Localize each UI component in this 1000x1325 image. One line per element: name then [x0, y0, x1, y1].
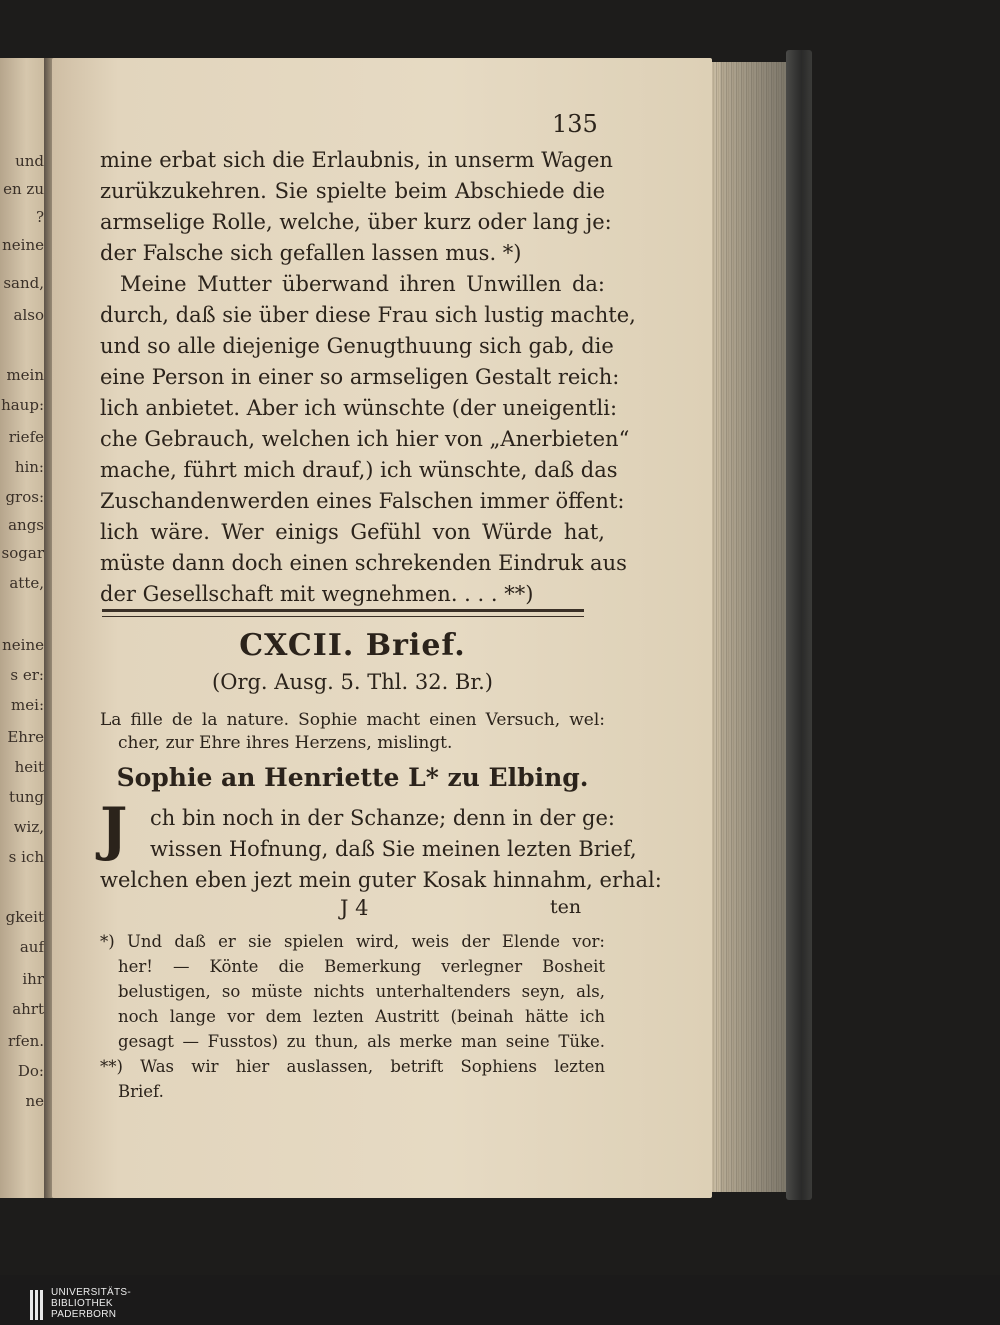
- footnote-line: *) Und daß er sie spielen wird, weis der Elende vor:: [100, 932, 605, 951]
- left-page-fragment: sogar: [1, 544, 44, 562]
- text-line: mine erbat sich die Erlaubnis, in unserm Wagen: [100, 148, 613, 172]
- left-page-fragment: atte,: [9, 574, 44, 592]
- text-line: und so alle diejenige Genugthuung sich gab, die: [100, 334, 614, 358]
- left-page-fragment: mei:: [11, 696, 44, 714]
- text-line: ch bin noch in der Schanze; denn in der ge:: [150, 806, 615, 830]
- footnote-line: her! — Könte die Bemerkung verlegner Bosheit: [118, 957, 605, 976]
- left-page-fragment: tung: [9, 788, 44, 806]
- page-edges: [700, 62, 794, 1192]
- left-page-fragment: haup:: [1, 396, 44, 414]
- text-line: der Gesellschaft mit wegnehmen. . . . **): [100, 582, 534, 606]
- left-page-fragment: rfen.: [7, 1032, 44, 1050]
- summary-line: La fille de la nature. Sophie macht einen Versuch, wel:: [100, 710, 605, 730]
- footer-bar: [0, 1275, 1000, 1325]
- left-page-fragment: auf: [19, 938, 44, 956]
- footnote-line: noch lange vor dem lezten Austritt (beinah hätte ich: [118, 1007, 605, 1026]
- left-page-fragment: riefe: [8, 428, 44, 446]
- left-page-fragment: ?: [35, 208, 44, 226]
- left-page-fragment: angs: [8, 516, 44, 534]
- book-cover: [786, 50, 812, 1200]
- library-name-line: UNIVERSITÄTS-: [51, 1287, 132, 1298]
- page-number: 135: [552, 110, 598, 138]
- left-page-fragment: ne: [25, 1092, 44, 1110]
- left-page-fragment: gros:: [5, 488, 44, 506]
- left-page-fragment: also: [13, 306, 44, 324]
- left-page-fragment: s ich: [8, 848, 44, 866]
- text-line: armselige Rolle, welche, über kurz oder lang je:: [100, 210, 612, 234]
- left-page-fragment: neine: [2, 236, 44, 254]
- library-name-line: BIBLIOTHEK: [51, 1298, 113, 1309]
- footnote-line: belustigen, so müste nichts unterhaltenders seyn, als,: [118, 982, 605, 1001]
- text-line: eine Person in einer so armseligen Gestalt reich:: [100, 365, 620, 389]
- text-line: lich anbietet. Aber ich wünschte (der uneigentli:: [100, 396, 618, 420]
- left-page-fragment: Ehre: [7, 728, 44, 746]
- left-page-fragment: ahrt: [12, 1000, 44, 1018]
- left-page-fragment: mein: [6, 366, 44, 384]
- section-divider: [102, 609, 584, 617]
- library-logo-icon: [30, 1290, 46, 1320]
- text-line: lich wäre. Wer einigs Gefühl von Würde hat,: [100, 520, 605, 544]
- left-page-fragment: heit: [14, 758, 44, 776]
- text-line: zurükzukehren. Sie spielte beim Abschiede die: [100, 179, 605, 203]
- left-page-fragment: wiz,: [13, 818, 44, 836]
- text-line: müste dann doch einen schrekenden Eindruk aus: [100, 551, 627, 575]
- footnote-line: **) Was wir hier auslassen, betrift Sophiens lezten: [100, 1057, 605, 1076]
- left-page-fragment: en zu: [3, 180, 44, 198]
- footnote-line: Brief.: [118, 1082, 164, 1101]
- summary-line: cher, zur Ehre ihres Herzens, mislingt.: [118, 733, 453, 753]
- left-page-fragment: sand,: [3, 274, 44, 292]
- footnote-line: gesagt — Fusstos) zu thun, als merke man seine Tüke.: [118, 1032, 605, 1051]
- left-page-fragment: gkeit: [5, 908, 44, 926]
- page-edges-shadow: [720, 62, 790, 1192]
- library-name-line: PADERBORN: [51, 1309, 117, 1320]
- left-page-fragment: s er:: [10, 666, 44, 684]
- drop-cap: J: [100, 795, 128, 863]
- salutation: Sophie an Henriette L* zu Elbing.: [116, 763, 589, 792]
- text-line: che Gebrauch, welchen ich hier von „Anerbieten“: [100, 427, 630, 451]
- left-page-fragment: neine: [2, 636, 44, 654]
- text-line: durch, daß sie über diese Frau sich lustig machte,: [100, 303, 636, 327]
- left-page-fragment: Do:: [17, 1062, 44, 1080]
- left-page-fragment: hin:: [14, 458, 44, 476]
- text-line: Meine Mutter überwand ihren Unwillen da:: [120, 272, 605, 296]
- signature-mark: J 4: [340, 896, 369, 920]
- letter-source: (Org. Ausg. 5. Thl. 32. Br.): [212, 670, 493, 694]
- text-line: welchen eben jezt mein guter Kosak hinnahm, erhal:: [100, 868, 662, 892]
- library-name: [51, 1287, 131, 1320]
- text-line: Zuschandenwerden eines Falschen immer öffent:: [100, 489, 625, 513]
- letter-heading: CXCII. Brief.: [239, 628, 466, 663]
- left-page-fragment: ihr: [22, 970, 44, 988]
- text-line: wissen Hofnung, daß Sie meinen lezten Brief,: [150, 837, 637, 861]
- text-line: der Falsche sich gefallen lassen mus. *): [100, 241, 522, 265]
- previous-page-edge: [0, 58, 44, 1198]
- catchword: ten: [550, 896, 582, 918]
- left-page-fragment: und: [15, 152, 44, 170]
- text-line: mache, führt mich drauf,) ich wünschte, daß das: [100, 458, 618, 482]
